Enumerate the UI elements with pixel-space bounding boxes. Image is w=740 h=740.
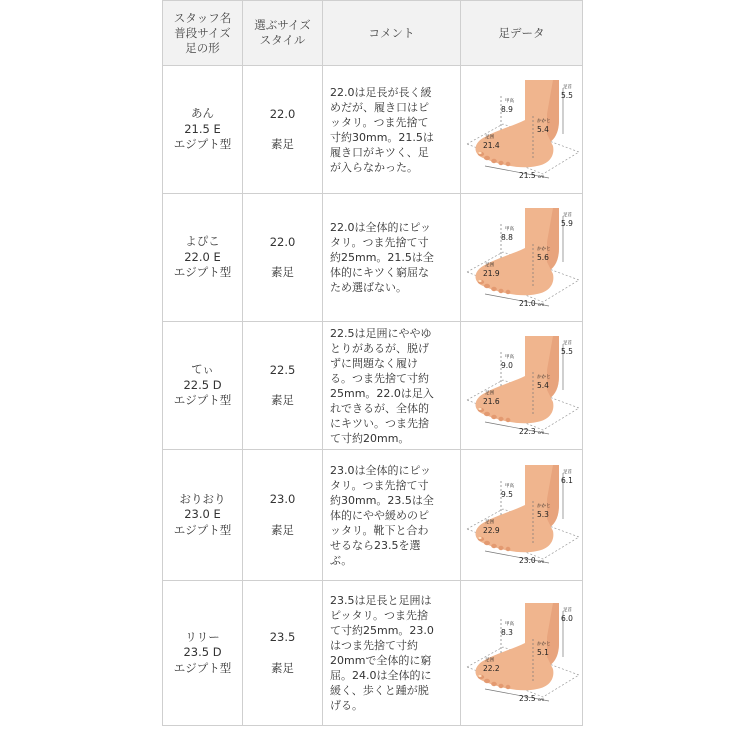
header-size-line: 選ぶサイズ: [254, 18, 311, 32]
heel-label: かかと: [536, 118, 550, 124]
wear-style: 素足: [271, 522, 294, 537]
comment-line: めだが、履き口はピ: [330, 100, 429, 114]
length-unit: cm: [537, 559, 544, 564]
toe-icon: [484, 283, 490, 287]
comment-cell: [323, 581, 461, 726]
width-value: 21.6: [482, 396, 500, 406]
staff-cell: [163, 194, 243, 322]
heel-label: かかと: [536, 504, 550, 509]
size-cell: [243, 66, 323, 194]
instep-value: 9.0: [500, 360, 513, 370]
foot-data-cell: [461, 581, 583, 726]
width-label: 足囲: [484, 134, 494, 140]
toe-icon: [491, 414, 497, 418]
toenail-icon: [478, 151, 481, 153]
comment-line: て寸約20mm。: [330, 431, 410, 445]
ankle-value: 6.1: [560, 476, 573, 485]
foot-size-table: [162, 0, 583, 726]
width-label: 足囲: [484, 390, 494, 396]
toe-icon: [498, 160, 503, 164]
table-header-row: [163, 1, 583, 66]
comment-line: ため選ばない。: [330, 281, 407, 294]
comment-cell: [323, 450, 461, 581]
width-label: 足囲: [484, 658, 494, 663]
foot-shape: エジプト型: [173, 393, 232, 408]
comment-line: 履き口がキツく、足: [330, 145, 429, 159]
foot-data-cell: [461, 194, 583, 322]
comment-line: 約30mm。23.5は全: [330, 493, 434, 507]
instep-label: 甲高: [504, 226, 514, 232]
heel-value: 5.4: [536, 124, 549, 134]
comment-line: 体的にやや緩めのピ: [330, 508, 429, 522]
instep-value: 8.8: [500, 232, 513, 242]
toe-icon: [491, 544, 497, 548]
usual-size: 23.5 D: [183, 645, 222, 660]
toenail-icon: [478, 537, 481, 539]
foot-data-cell: [461, 66, 583, 194]
toe-icon: [491, 682, 497, 686]
toe-icon: [484, 155, 490, 159]
instep-label: 甲高: [504, 354, 514, 360]
foot-diagram: [463, 330, 581, 442]
comment-line: はつま先捨て寸約: [330, 639, 418, 652]
chosen-size: 22.0: [269, 106, 296, 121]
toe-icon: [498, 288, 503, 292]
instep-value: 9.5: [500, 490, 513, 499]
instep-label: 甲高: [504, 98, 514, 104]
table-row: [163, 194, 583, 322]
toe-icon: [484, 411, 490, 415]
width-label: 足囲: [484, 520, 494, 525]
table-row: [163, 66, 583, 194]
wear-style: 素足: [271, 660, 294, 675]
comment-cell: [323, 322, 461, 450]
comment-line: 寸約30mm。21.5は: [330, 130, 434, 144]
heel-value: 5.3: [536, 510, 549, 519]
chosen-size: 23.0: [269, 492, 296, 506]
length-unit: cm: [537, 173, 544, 179]
heel-value: 5.1: [536, 648, 549, 657]
toe-icon: [505, 417, 510, 421]
comment-line: せるなら23.5を選: [330, 538, 421, 552]
comment-line: れできるが、全体的: [330, 401, 429, 415]
staff-name: あん: [191, 106, 214, 121]
comment-line: にキツい。つま先捨: [330, 416, 429, 430]
size-cell: [243, 450, 323, 581]
heel-label: かかと: [536, 642, 550, 647]
foot-diagram: [463, 74, 581, 186]
header-size-line: スタイル: [259, 33, 306, 47]
instep-label: 甲高: [504, 622, 514, 627]
table-row: [163, 322, 583, 450]
wear-style: 素足: [271, 265, 294, 279]
chosen-size: 22.5: [269, 362, 296, 377]
chosen-size: 23.5: [269, 630, 296, 644]
comment-cell: [323, 194, 461, 322]
ankle-value: 6.0: [560, 614, 573, 623]
table-row: [163, 450, 583, 581]
ankle-label: 足首: [562, 470, 572, 475]
foot-shape: エジプト型: [173, 137, 232, 152]
comment-line: とりがあるが、脱げ: [330, 341, 429, 355]
foot-shape: エジプト型: [173, 265, 232, 280]
width-value: 22.2: [482, 664, 500, 673]
ankle-label: 足首: [562, 608, 572, 613]
foot-diagram: [463, 459, 581, 571]
comment-line: 約25mm。21.5は全: [330, 251, 434, 264]
length-unit: cm: [537, 429, 544, 435]
size-cell: [243, 194, 323, 322]
comment-line: 緩く、歩くと踵が脱: [330, 684, 429, 697]
comment-line: ピッタリ。つま先捨: [330, 609, 429, 622]
header-staff-line: 足の形: [185, 40, 220, 55]
toenail-icon: [478, 407, 481, 409]
foot-size-table-container: [162, 0, 582, 740]
toe-icon: [484, 679, 490, 683]
staff-cell: [163, 322, 243, 450]
staff-name: リリー: [185, 629, 220, 644]
comment-cell: [323, 66, 461, 194]
toe-icon: [484, 541, 490, 545]
ankle-value: 5.9: [560, 218, 573, 228]
length-value: 21.0: [518, 298, 536, 308]
toe-icon: [505, 161, 510, 165]
foot-shape: エジプト型: [173, 522, 232, 537]
ankle-label: 足首: [562, 84, 572, 90]
ankle-label: 足首: [562, 340, 572, 346]
header-comment: コメント: [323, 1, 461, 66]
comment-line: 体的にキツく窮屈な: [330, 266, 429, 279]
instep-value: 8.3: [500, 628, 513, 637]
comment-line: 22.5は足囲にややゆ: [330, 326, 432, 340]
wear-style: 素足: [271, 137, 294, 151]
comment-line: タリ。つま先捨て寸: [330, 236, 429, 249]
comment-line: て寸約25mm。23.0: [330, 624, 434, 637]
heel-label: かかと: [536, 374, 550, 380]
usual-size: 22.0 E: [184, 249, 221, 264]
usual-size: 21.5 E: [184, 121, 221, 136]
foot-data-cell: [461, 322, 583, 450]
toe-icon: [491, 158, 497, 162]
toenail-icon: [478, 279, 481, 281]
size-cell: [243, 581, 323, 726]
toe-icon: [498, 416, 503, 420]
heel-label: かかと: [536, 246, 550, 252]
toe-icon: [498, 546, 503, 550]
comment-line: 23.5は足長と足囲は: [330, 594, 432, 607]
comment-line: ッタリ。つま先捨て: [330, 115, 429, 129]
header-staff-line: 普段サイズ: [174, 25, 231, 40]
size-cell: [243, 322, 323, 450]
comment-line: が入らなかった。: [330, 160, 418, 174]
comment-line: 22.0は全体的にピッ: [330, 221, 432, 234]
comment-line: げる。: [330, 699, 363, 712]
comment-line: ずに問題なく履け: [330, 356, 418, 370]
ankle-label: 足首: [562, 212, 572, 218]
comment-line: 20mmで全体的に窮: [330, 654, 432, 667]
toenail-icon: [478, 675, 481, 677]
comment-line: 25mm。22.0は足入: [330, 386, 434, 400]
instep-value: 8.9: [500, 104, 513, 114]
wear-style: 素足: [271, 393, 294, 407]
usual-size: 22.5 D: [183, 377, 222, 392]
length-unit: cm: [537, 301, 544, 307]
staff-name: おりおり: [179, 491, 226, 506]
foot-shape: エジプト型: [173, 660, 232, 675]
toe-icon: [505, 547, 510, 551]
staff-cell: [163, 581, 243, 726]
toe-icon: [505, 289, 510, 293]
staff-cell: [163, 450, 243, 581]
length-value: 21.5: [518, 170, 536, 180]
staff-name: よぴこ: [185, 234, 220, 249]
staff-cell: [163, 66, 243, 194]
comment-line: ぶ。: [330, 553, 353, 567]
foot-diagram: [463, 202, 581, 314]
comment-line: タリ。つま先捨て寸: [330, 478, 429, 492]
heel-value: 5.6: [536, 252, 549, 262]
comment-line: る。つま先捨て寸約: [330, 371, 429, 385]
heel-value: 5.4: [536, 380, 549, 390]
toe-icon: [505, 685, 510, 689]
width-value: 22.9: [482, 526, 500, 535]
staff-name: てぃ: [191, 362, 214, 377]
comment-line: 屈。24.0は全体的に: [330, 669, 432, 682]
length-value: 23.5: [518, 694, 536, 703]
foot-data-cell: [461, 450, 583, 581]
toe-icon: [491, 286, 497, 290]
comment-line: 22.0は足長が長く緩: [330, 85, 432, 99]
header-foot-data: 足データ: [461, 1, 583, 66]
chosen-size: 22.0: [269, 234, 296, 249]
length-unit: cm: [537, 697, 544, 702]
comment-line: 23.0は全体的にピッ: [330, 463, 432, 477]
width-value: 21.9: [482, 268, 500, 278]
foot-diagram: [463, 597, 581, 709]
length-value: 22.3: [518, 426, 536, 436]
comment-line: ッタリ。靴下と合わ: [330, 523, 429, 537]
ankle-value: 5.5: [560, 346, 573, 356]
toe-icon: [498, 684, 503, 688]
usual-size: 23.0 E: [184, 507, 221, 522]
ankle-value: 5.5: [560, 90, 573, 100]
table-row: [163, 581, 583, 726]
header-staff-line: スタッフ名: [173, 10, 232, 25]
instep-label: 甲高: [504, 484, 514, 489]
width-label: 足囲: [484, 262, 494, 268]
width-value: 21.4: [482, 140, 500, 150]
header-size: [243, 1, 323, 66]
header-staff: [163, 1, 243, 66]
length-value: 23.0: [518, 556, 536, 565]
